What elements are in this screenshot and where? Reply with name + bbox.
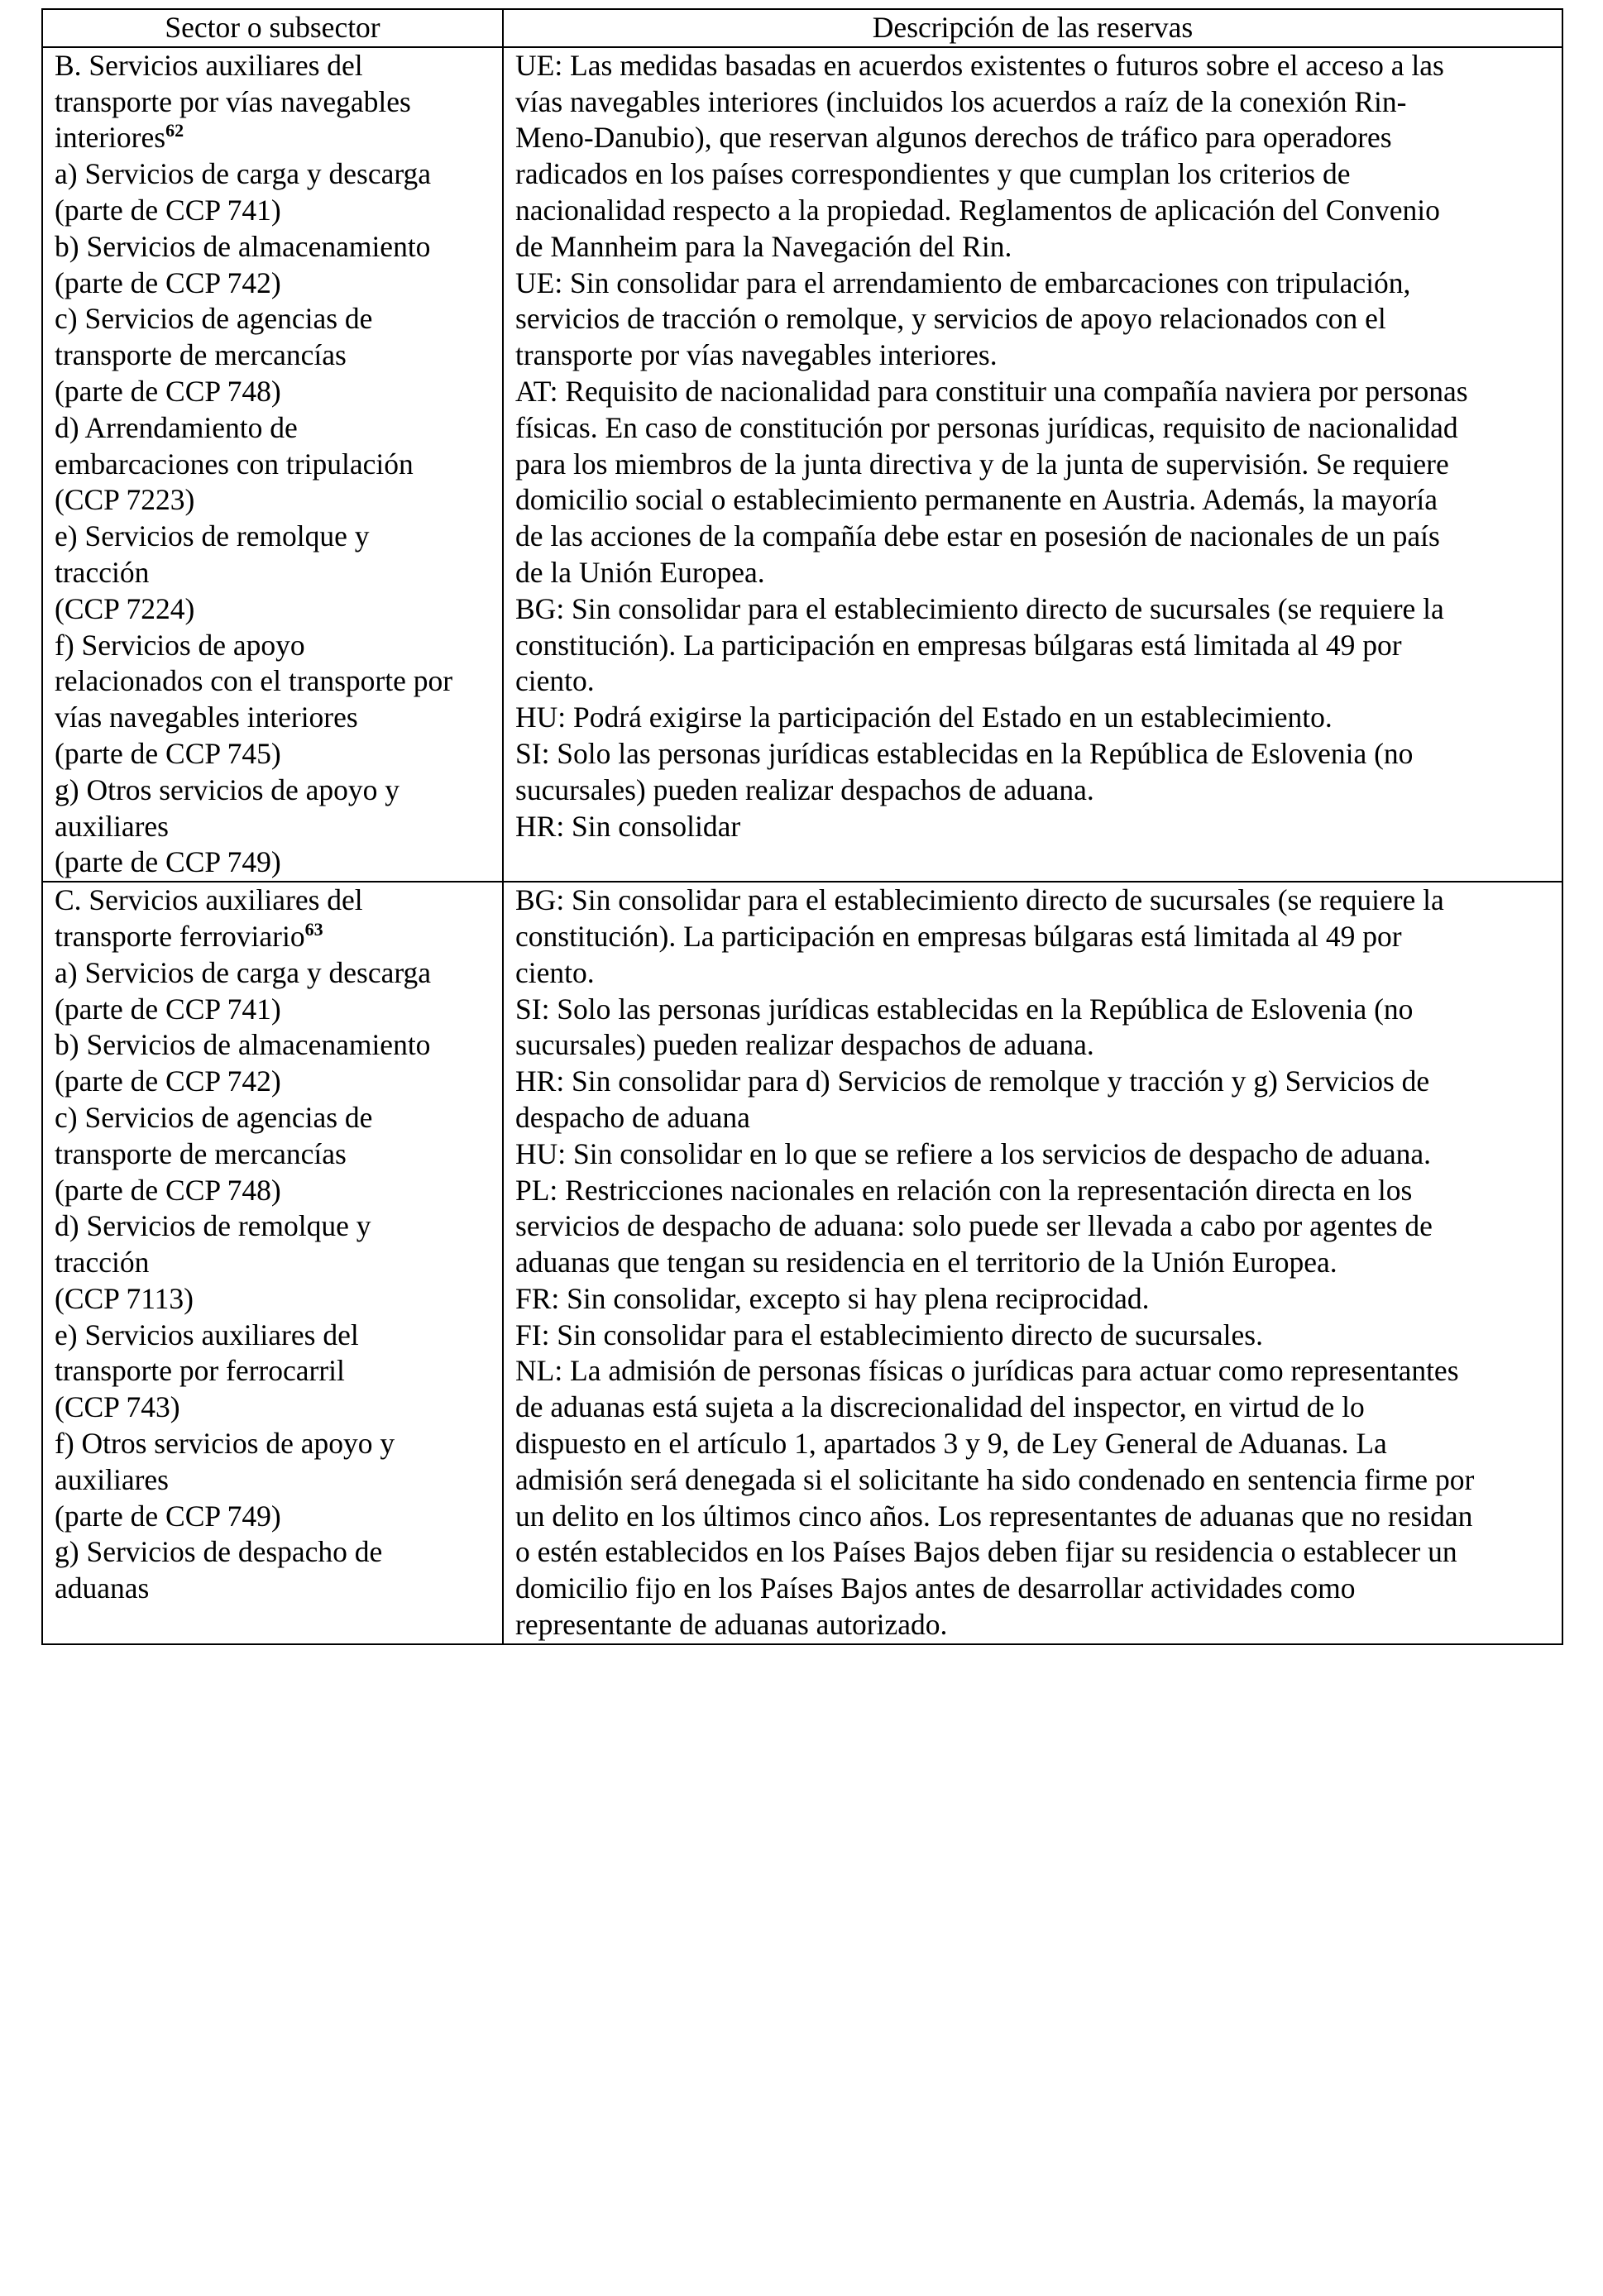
reservation-paragraph <box>515 591 1550 700</box>
reservation-line: AT: Requisito de nacionalidad para constituir una compañía naviera por personas <box>515 374 1468 408</box>
sector-item-line: g) Servicios de despacho de <box>55 1535 383 1569</box>
reservation-line: domicilio fijo en los Países Bajos antes de desarrollar actividades como <box>515 1571 1356 1605</box>
header-sector: Sector o subsector <box>42 9 503 47</box>
reservation-line: SI: Solo las personas jurídicas establecidas en la República de Eslovenia (no <box>515 992 1414 1026</box>
reservation-line: ciento. <box>515 664 595 698</box>
reservation-line: NL: La admisión de personas físicas o jurídicas para actuar como representantes <box>515 1354 1459 1388</box>
sector-title-line: transporte ferroviario$^{63}$ <box>55 918 323 953</box>
sector-item-line: d) Arrendamiento de <box>55 410 298 444</box>
sector-item-line: transporte de mercancías <box>55 1136 347 1170</box>
reservas-cell <box>503 882 1562 1644</box>
reservation-line: sucursales) pueden realizar despachos de aduana. <box>515 773 1094 806</box>
reservation-line: de Mannheim para la Navegación del Rin. <box>515 229 1012 263</box>
sector-item-line: (parte de CCP 742) <box>55 1064 281 1098</box>
sector-item-line: (CCP 7113) <box>55 1281 194 1315</box>
table-header-row <box>42 9 1562 47</box>
reservation-paragraph <box>515 374 1550 591</box>
sector-item-line: (CCP 743) <box>55 1390 180 1424</box>
reservation-line: BG: Sin consolidar para el establecimiento directo de sucursales (se requiere la <box>515 591 1444 625</box>
reservation-line: vías navegables interiores (incluidos los acuerdos a raíz de la conexión Rin- <box>515 84 1407 118</box>
sector-cell <box>42 47 503 882</box>
sector-item-line: e) Servicios auxiliares del <box>55 1318 359 1351</box>
reservation-line: de aduanas está sujeta a la discrecionalidad del inspector, en virtud de lo <box>515 1390 1365 1424</box>
reservation-line: UE: Las medidas basadas en acuerdos existentes o futuros sobre el acceso a las <box>515 48 1444 82</box>
reservation-paragraph <box>515 883 1550 991</box>
sector-title-line: B. Servicios auxiliares del <box>55 48 363 82</box>
sector-item-line: d) Servicios de remolque y <box>55 1209 371 1243</box>
reservation-line: de la Unión Europea. <box>515 555 765 589</box>
sector-item-line: (parte de CCP 749) <box>55 845 281 879</box>
sector-item-line: tracción <box>55 1246 150 1280</box>
reservation-paragraph <box>515 736 1550 809</box>
sector-item-line: auxiliares <box>55 809 169 843</box>
sector-item-line: f) Otros servicios de apoyo y <box>55 1427 395 1461</box>
sector-item-line: b) Servicios de almacenamiento <box>55 229 431 263</box>
sector-item-line: embarcaciones con tripulación <box>55 447 414 481</box>
sector-item-line: (parte de CCP 748) <box>55 1173 281 1207</box>
sector-item-line: b) Servicios de almacenamiento <box>55 1028 431 1062</box>
sector-item-line: c) Servicios de agencias de <box>55 1100 373 1134</box>
reservation-paragraph <box>515 48 1550 265</box>
reservation-line: domicilio social o establecimiento permanente en Austria. Además, la mayoría <box>515 483 1438 517</box>
reservation-line: admisión será denegada si el solicitante ha sido condenado en sentencia firme por <box>515 1462 1475 1496</box>
sector-item-line: (parte de CCP 748) <box>55 374 281 408</box>
sector-item-line: f) Servicios de apoyo <box>55 628 305 662</box>
reservation-line: HR: Sin consolidar <box>515 809 741 843</box>
reservation-line: despacho de aduana <box>515 1100 750 1134</box>
footnote-marker: 63 <box>304 918 323 940</box>
reservations-table <box>41 8 1563 1645</box>
reservation-line: constitución). La participación en empresas búlgaras está limitada al 49 por <box>515 919 1402 953</box>
reservation-paragraph <box>515 265 1550 374</box>
reservation-line: UE: Sin consolidar para el arrendamiento de embarcaciones con tripulación, <box>515 265 1411 299</box>
reservation-line: sucursales) pueden realizar despachos de aduana. <box>515 1028 1094 1062</box>
reservation-line: nacionalidad respecto a la propiedad. Reglamentos de aplicación del Convenio <box>515 193 1440 227</box>
reservation-line: dispuesto en el artículo 1, apartados 3 y 9, de Ley General de Aduanas. La <box>515 1427 1387 1461</box>
sector-item-line: e) Servicios de remolque y <box>55 519 370 553</box>
reservation-paragraph <box>515 1136 1550 1173</box>
reservation-line: FR: Sin consolidar, excepto si hay plena reciprocidad. <box>515 1281 1150 1315</box>
sector-item-line: tracción <box>55 555 150 589</box>
sector-item-line: auxiliares <box>55 1462 169 1496</box>
reservation-paragraph <box>515 992 1550 1064</box>
sector-item-line: (parte de CCP 742) <box>55 265 281 299</box>
footnote-marker: 62 <box>165 120 184 141</box>
reservation-line: FI: Sin consolidar para el establecimiento directo de sucursales. <box>515 1318 1263 1351</box>
sector-item-line: c) Servicios de agencias de <box>55 302 373 336</box>
reservation-line: PL: Restricciones nacionales en relación con la representación directa en los <box>515 1173 1413 1207</box>
sector-item-line: (parte de CCP 745) <box>55 736 281 770</box>
sector-cell <box>42 882 503 1644</box>
reservation-line: Meno-Danubio), que reservan algunos derechos de tráfico para operadores <box>515 121 1392 155</box>
sector-item-line: (parte de CCP 749) <box>55 1499 281 1533</box>
reservation-line: servicios de despacho de aduana: solo puede ser llevada a cabo por agentes de <box>515 1209 1433 1243</box>
reservas-cell <box>503 47 1562 882</box>
reservation-line: SI: Solo las personas jurídicas establecidas en la República de Eslovenia (no <box>515 736 1414 770</box>
sector-item-line: (parte de CCP 741) <box>55 193 281 227</box>
sector-title-line: transporte por vías navegables <box>55 84 411 118</box>
sector-title-line: interiores$^{62}$ <box>55 120 184 155</box>
reservation-paragraph <box>515 700 1550 736</box>
reservation-line: HR: Sin consolidar para d) Servicios de remolque y tracción y g) Servicios de <box>515 1064 1430 1098</box>
reservation-line: ciento. <box>515 955 595 989</box>
reservation-line: constitución). La participación en empresas búlgaras está limitada al 49 por <box>515 628 1402 662</box>
reservation-line: de las acciones de la compañía debe estar en posesión de nacionales de un país <box>515 519 1440 553</box>
sector-item-line: transporte de mercancías <box>55 338 347 372</box>
sector-title-line: C. Servicios auxiliares del <box>55 883 363 917</box>
sector-item-line: relacionados con el transporte por <box>55 664 453 698</box>
reservation-line: radicados en los países correspondientes y que cumplan los criterios de <box>515 157 1351 191</box>
reservation-line: HU: Sin consolidar en lo que se refiere a los servicios de despacho de aduana. <box>515 1136 1432 1170</box>
reservation-line: para los miembros de la junta directiva y de la junta de supervisión. Se requiere <box>515 447 1449 481</box>
reservation-paragraph <box>515 1353 1550 1643</box>
reservation-line: físicas. En caso de constitución por personas jurídicas, requisito de nacionalidad <box>515 410 1458 444</box>
sector-item-line: a) Servicios de carga y descarga <box>55 157 432 191</box>
sector-item-line: aduanas <box>55 1571 150 1605</box>
reservation-line: servicios de tracción o remolque, y servicios de apoyo relacionados con el <box>515 302 1386 336</box>
sector-item-line: vías navegables interiores <box>55 701 358 734</box>
reservation-paragraph <box>515 1318 1550 1354</box>
reservation-line: aduanas que tengan su residencia en el territorio de la Unión Europea. <box>515 1246 1337 1280</box>
reservation-paragraph <box>515 1173 1550 1281</box>
document-page <box>41 8 1562 1645</box>
reservation-line: transporte por vías navegables interiores. <box>515 338 998 372</box>
reservation-line: HU: Podrá exigirse la participación del Estado en un establecimiento. <box>515 701 1333 734</box>
reservation-paragraph <box>515 809 1550 845</box>
reservation-paragraph <box>515 1281 1550 1318</box>
sector-item-line: a) Servicios de carga y descarga <box>55 955 432 989</box>
reservation-line: un delito en los últimos cinco años. Los representantes de aduanas que no residan <box>515 1499 1473 1533</box>
table-row <box>42 47 1562 882</box>
table-row <box>42 882 1562 1644</box>
sector-item-line: (CCP 7223) <box>55 483 195 517</box>
header-reservas: Descripción de las reservas <box>503 9 1562 47</box>
sector-item-line: g) Otros servicios de apoyo y <box>55 773 400 806</box>
sector-item-line: (parte de CCP 741) <box>55 992 281 1026</box>
reservation-paragraph <box>515 1064 1550 1136</box>
sector-item-line: (CCP 7224) <box>55 591 195 625</box>
reservation-line: representante de aduanas autorizado. <box>515 1608 948 1642</box>
reservation-line: BG: Sin consolidar para el establecimiento directo de sucursales (se requiere la <box>515 883 1444 917</box>
sector-item-line: transporte por ferrocarril <box>55 1354 345 1388</box>
reservation-line: o estén establecidos en los Países Bajos deben fijar su residencia o establecer un <box>515 1535 1457 1569</box>
